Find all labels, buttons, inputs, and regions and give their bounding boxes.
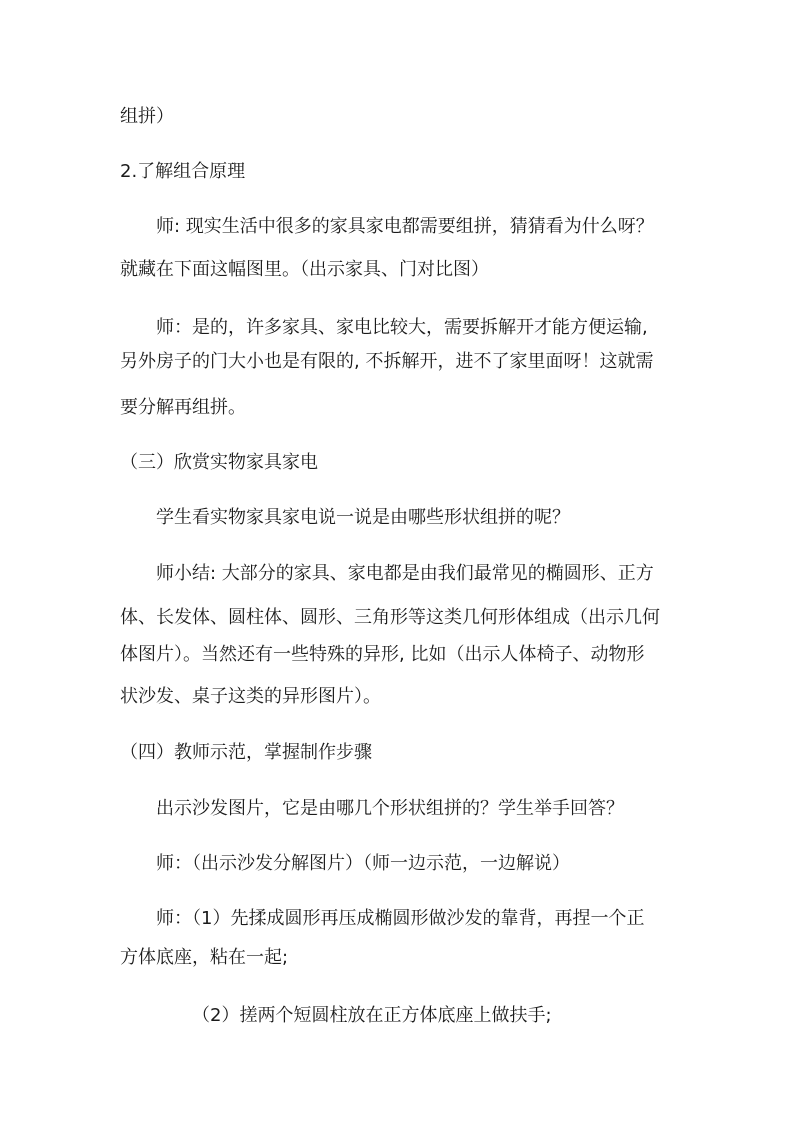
text-line-teacher-summary-cont2: 体图片）。当然还有一些特殊的异形, 比如（出示人体椅子、动物形 bbox=[120, 644, 645, 665]
text-line-show-sofa: 出示沙发图片，它是由哪几个形状组拼的？学生举手回答？ bbox=[156, 798, 624, 819]
text-line-teacher-answer: 师：是的，许多家具、家电比较大，需要拆解开才能方便运输, bbox=[156, 317, 648, 338]
text-line-assembly-end: 组拼） bbox=[120, 106, 174, 127]
text-line-teacher-question: 师: 现实生活中很多的家具家电都需要组拼，猜猜看为什么呀？ bbox=[156, 216, 654, 237]
text-line-students-observe: 学生看实物家具家电说一说是由哪些形状组拼的呢？ bbox=[156, 507, 570, 528]
text-line-step-2: （2）搓两个短圆柱放在正方体底座上做扶手; bbox=[192, 1005, 552, 1026]
section-heading-teacher-demo: （四）教师示范，掌握制作步骤 bbox=[120, 742, 372, 763]
text-line-step-1: 师：（1）先揉成圆形再压成椭圆形做沙发的靠背，再捏一个正 bbox=[156, 908, 645, 929]
text-line-teacher-summary: 师小结: 大部分的家具、家电都是由我们最常见的椭圆形、正方 bbox=[156, 563, 654, 584]
text-line-teacher-answer-end: 要分解再组拼。 bbox=[120, 397, 246, 418]
text-line-teacher-summary-end: 状沙发、桌子这类的异形图片）。 bbox=[120, 686, 381, 707]
text-line-teacher-summary-cont: 体、长发体、圆柱体、圆形、三角形等这类几何形体组成（出示几何 bbox=[120, 607, 660, 628]
text-line-teacher-question-cont: 就藏在下面这幅图里。（出示家具、门对比图） bbox=[120, 259, 489, 280]
text-line-teacher-answer-cont: 另外房子的门大小也是有限的, 不拆解开，进不了家里面呀！这就需 bbox=[120, 351, 654, 372]
section-heading-combination-principle: 2.了解组合原理 bbox=[120, 161, 246, 182]
text-line-teacher-demo: 师：（出示沙发分解图片）（师一边示范，一边解说） bbox=[156, 853, 570, 874]
text-line-step-1-cont: 方体底座，粘在一起; bbox=[120, 947, 289, 968]
section-heading-appreciate-furniture: （三）欣赏实物家具家电 bbox=[120, 452, 318, 473]
